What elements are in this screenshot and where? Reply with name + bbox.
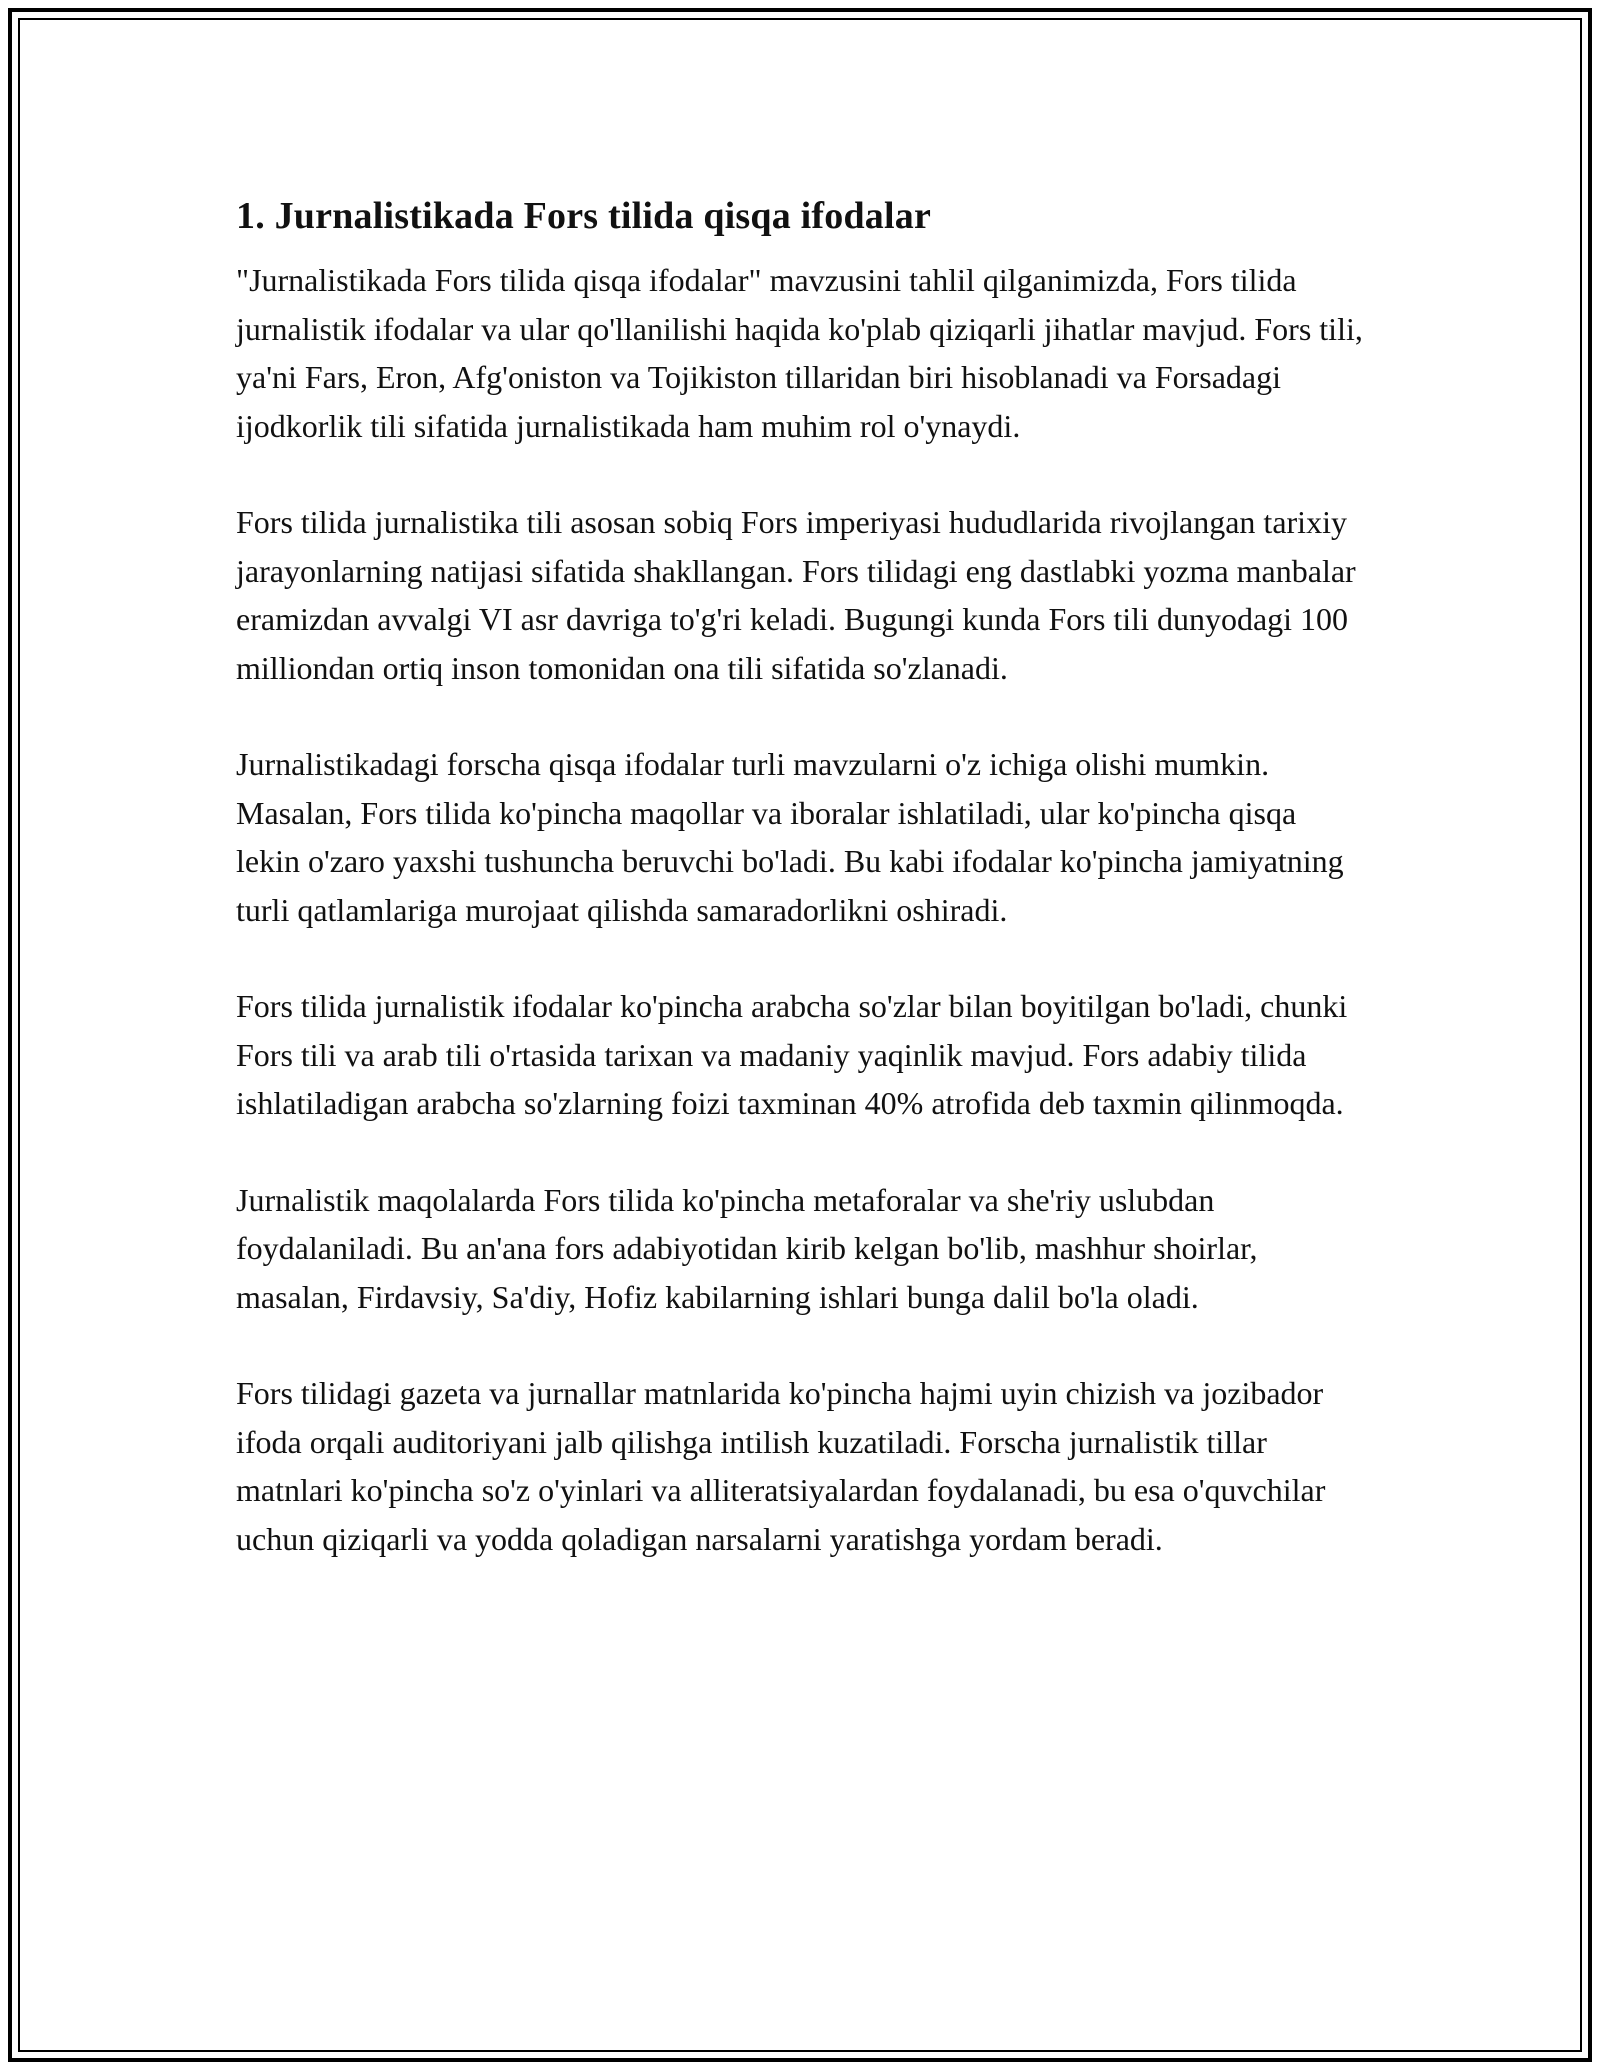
page-title: 1. Jurnalistikada Fors tilida qisqa ifodalar xyxy=(236,195,932,237)
document-body xyxy=(236,190,1366,1611)
paragraph: Fors tilida jurnalistika tili asosan sobiq Fors imperiyasi hududlarida rivojlangan tarixiy jarayonlarning natijasi sifatida shakllangan. Fors tilidagi eng dastlabki yozma manbalar eramizdan avvalgi VI asr davriga to'g'ri keladi. Bugungi kunda Fors tili dunyodagi 100 milliondan ortiq inson tomonidan ona tili sifatida so'zlanadi. xyxy=(236,504,1356,686)
paragraph: "Jurnalistikada Fors tilida qisqa ifodalar" mavzusini tahlil qilganimizda, Fors tilida jurnalistik ifodalar va ular qo'llanilishi haqida ko'plab qiziqarli jihatlar mavjud. Fors tili, ya'ni Fars, Eron, Afg'oniston va Tojikiston tillaridan biri hisoblanadi va Forsadagi ijodkorlik tili sifatida jurnalistikada ham muhim rol o'ynaydi. xyxy=(236,262,1363,444)
paragraph: Fors tilida jurnalistik ifodalar ko'pincha arabcha so'zlar bilan boyitilgan bo'ladi, chunki Fors tili va arab tili o'rtasida tarixan va madaniy yaqinlik mavjud. Fors adabiy tilida ishlatiladigan arabcha so'zlarning foizi taxminan 40% atrofida deb taxmin qilinmoqda. xyxy=(236,988,1348,1121)
paragraph: Jurnalistikadagi forscha qisqa ifodalar turli mavzularni o'z ichiga olishi mumkin. Masalan, Fors tilida ko'pincha maqollar va iboralar ishlatiladi, ular ko'pincha qisqa lekin o'zaro yaxshi tushuncha beruvchi bo'ladi. Bu kabi ifodalar ko'pincha jamiyatning turli qatlamlariga murojaat qilishda samaradorlikni oshiradi. xyxy=(236,746,1344,928)
paragraph: Fors tilidagi gazeta va jurnallar matnlarida ko'pincha hajmi uyin chizish va jozibador ifoda orqali auditoriyani jalb qilishga intilish kuzatiladi. Forscha jurnalistik tillar matnlari ko'pincha so'z o'yinlari va alliteratsiyalardan foydalanadi, bu esa o'quvchilar uchun qiziqarli va yodda qoladigan narsalarni yaratishga yordam beradi. xyxy=(236,1375,1326,1557)
paragraph: Jurnalistik maqolalarda Fors tilida ko'pincha metaforalar va she'riy uslubdan foydalaniladi. Bu an'ana fors adabiyotidan kirib kelgan bo'lib, mashhur shoirlar, masalan, Firdavsiy, Sa'diy, Hofiz kabilarning ishlari bunga dalil bo'la oladi. xyxy=(236,1181,1258,1315)
